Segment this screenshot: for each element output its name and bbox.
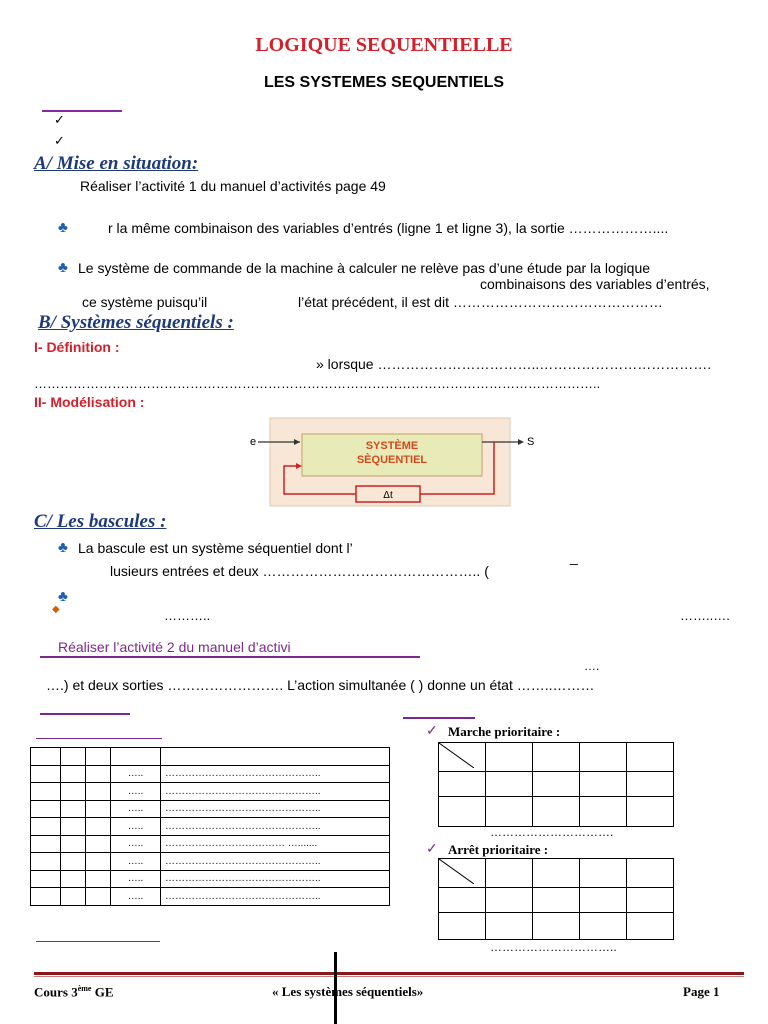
small-dots: …. <box>584 659 600 673</box>
table-cell: ….. <box>111 835 161 853</box>
modelisation-title: II- Modélisation : <box>34 394 145 410</box>
check-icon: ✓ <box>426 722 438 738</box>
section-a-bullet-1: r la même combinaison des variables d’entrés (ligne 1 et ligne 3), la sortie ……………….... <box>108 220 669 236</box>
footer-title: « Les systèmes séquentiels» <box>272 984 424 999</box>
table-row <box>31 800 390 818</box>
footer-page-number: Page 1 <box>683 984 720 999</box>
table-cell <box>111 748 161 766</box>
section-a-heading: A/ Mise en situation: <box>34 153 199 174</box>
table-cell <box>31 783 61 801</box>
footer-rule <box>34 972 744 975</box>
table-cell <box>61 818 86 836</box>
table-cell: ……………………………………….. <box>161 870 390 888</box>
table-cell: ……………………………… …....... <box>161 835 390 853</box>
club-bullet-icon: ♣ <box>58 219 68 236</box>
table-cell <box>86 818 111 836</box>
section-a-bullet-2-line-3b: l’état précédent, il est dit ……………………………………… <box>298 294 663 310</box>
activity-2-text: Réaliser l’activité 2 du manuel d’activi <box>58 639 291 655</box>
section-c-bullet-1-line-1: La bascule est un système séquentiel dont l’ <box>78 540 353 556</box>
table-cell <box>61 765 86 783</box>
table-cell <box>61 853 86 871</box>
section-a-bullet-2-line-1: Le système de commande de la machine à calculer ne relève pas d’une étude par la logique <box>78 260 651 276</box>
dash-mark: _ <box>570 549 578 565</box>
output-label: S <box>527 436 535 448</box>
table-cell <box>86 853 111 871</box>
check-icon: ✓ <box>426 840 438 856</box>
truth-table-subtitle-underline <box>36 738 162 739</box>
definition-line-1: » lorsque ……………………………..………………………………. <box>316 356 712 372</box>
table-cell <box>61 888 86 906</box>
definition-title: I- Définition : <box>34 339 120 355</box>
system-box-line-1: SYSTÈME <box>365 440 419 452</box>
table-cell <box>86 800 111 818</box>
table-cell <box>86 835 111 853</box>
footer-rule-thin <box>34 976 744 977</box>
page-title: LOGIQUE SEQUENTIELLE <box>255 34 513 56</box>
table-cell: ……………………………………….. <box>161 818 390 836</box>
diamond-bullet-icon: ◆ <box>52 604 60 615</box>
corner-cell <box>439 859 486 888</box>
marche-equation-dots: …………………………. <box>490 825 614 839</box>
table-row <box>31 783 390 801</box>
table-cell <box>61 800 86 818</box>
table-cell <box>86 783 111 801</box>
club-bullet-icon: ♣ <box>58 588 68 605</box>
footer-course: Cours 3ème GE <box>34 984 114 1000</box>
table-cell <box>86 888 111 906</box>
table-cell <box>31 800 61 818</box>
table-row <box>31 888 390 906</box>
marche-karnaugh-table <box>438 742 674 827</box>
table-row <box>31 870 390 888</box>
section-a-bullet-2-line-3a: ce système puisqu’il <box>82 294 208 310</box>
table-cell <box>61 835 86 853</box>
page-subtitle: LES SYSTEMES SEQUENTIELS <box>263 74 505 91</box>
definition-line-2: ………………………………………………………………………………………………………………….. <box>34 376 601 391</box>
table-cell <box>31 853 61 871</box>
truth-table-bottom-underline <box>36 941 160 942</box>
table-row <box>31 853 390 871</box>
table-cell <box>86 748 111 766</box>
output-arrowhead <box>518 439 524 445</box>
section-c-heading: C/ Les bascules : <box>34 511 167 532</box>
karnaugh-title-underline <box>403 717 475 719</box>
table-cell <box>31 818 61 836</box>
dots-middle: ……….. <box>164 608 211 623</box>
table-cell <box>86 870 111 888</box>
check-icon: ✓ <box>54 133 65 148</box>
activity-1-text: Réaliser l’activité 1 du manuel d’activités page 49 <box>80 178 386 194</box>
delay-label: Δt <box>383 490 393 501</box>
table-cell: ….. <box>111 765 161 783</box>
table-cell <box>31 748 61 766</box>
table-cell <box>61 870 86 888</box>
truth-table-title-underline <box>40 713 130 715</box>
input-label: e <box>250 436 257 448</box>
section-b-heading: B/ Systèmes séquentiels : <box>38 312 234 333</box>
truth-table <box>30 747 390 906</box>
corner-cell <box>439 743 486 772</box>
table-cell <box>161 748 390 766</box>
table-cell: ……………………………………….. <box>161 853 390 871</box>
table-cell <box>86 765 111 783</box>
activity-2-underline <box>40 656 420 658</box>
table-row <box>31 748 390 766</box>
table-cell <box>31 765 61 783</box>
marche-prioritaire-label: Marche prioritaire : <box>448 724 561 739</box>
table-cell: ….. <box>111 870 161 888</box>
table-cell: ….. <box>111 888 161 906</box>
table-cell: ……………………………………….. <box>161 765 390 783</box>
table-cell: ….. <box>111 818 161 836</box>
club-bullet-icon: ♣ <box>58 539 68 556</box>
arret-equation-dots: ………………………….. <box>490 940 617 954</box>
table-row <box>31 835 390 853</box>
table-cell: ….. <box>111 800 161 818</box>
table-row <box>31 818 390 836</box>
table-cell: ….. <box>111 853 161 871</box>
section-c-bullet-1-line-2: lusieurs entrées et deux ……………………………………….. ( <box>110 563 489 579</box>
arret-prioritaire-label: Arrêt prioritaire : <box>448 842 549 857</box>
table-cell <box>61 783 86 801</box>
table-cell: ….. <box>111 783 161 801</box>
section-a-bullet-2-line-2: combinaisons des variables d’entrés, <box>480 276 710 292</box>
dots-right: ……..…. <box>680 608 730 623</box>
table-cell <box>61 748 86 766</box>
table-cell <box>31 835 61 853</box>
club-bullet-icon: ♣ <box>58 259 68 276</box>
table-cell: ……………………………………….. <box>161 800 390 818</box>
table-cell <box>31 888 61 906</box>
section-c-sentence: ….) et deux sorties ……………………. L’action simultanée ( ) donne un état ……..……… <box>46 677 595 693</box>
sequential-system-diagram <box>244 414 544 510</box>
table-row <box>31 765 390 783</box>
table-cell <box>31 870 61 888</box>
arret-karnaugh-table <box>438 858 674 940</box>
check-icon: ✓ <box>54 112 65 127</box>
table-cell: ……………………………………….. <box>161 888 390 906</box>
table-cell: ……………………………………….. <box>161 783 390 801</box>
system-box-line-2: SÈQUENTIEL <box>356 454 428 466</box>
